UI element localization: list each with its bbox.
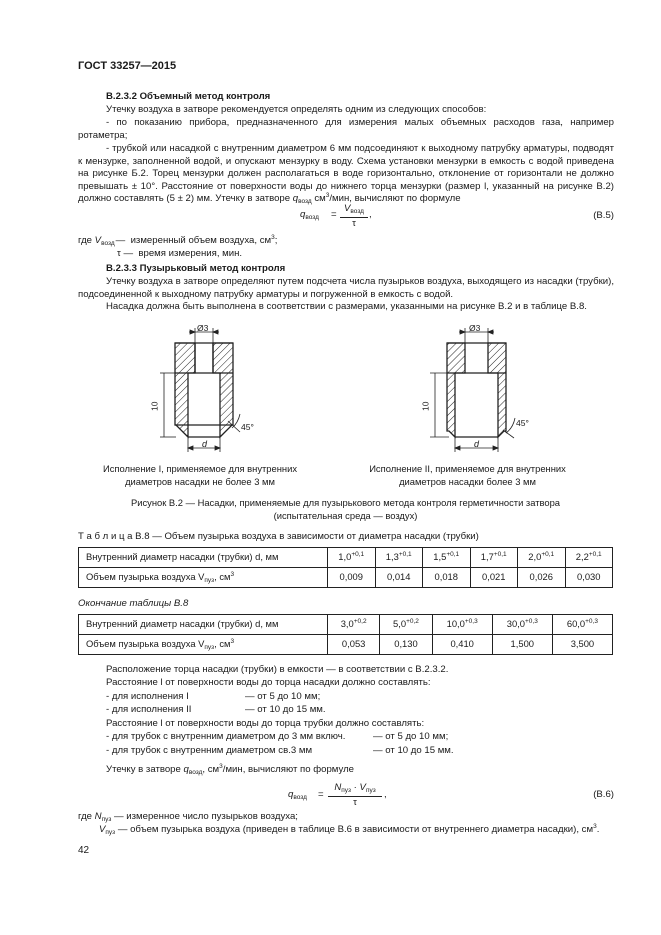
dimension-label-d: d (474, 439, 480, 449)
list-item: - для трубок с внутренним диаметром св.3 мм (106, 745, 313, 756)
table-row (79, 615, 613, 635)
table-cell: $10,0^{+0,3}$ (432, 615, 492, 635)
formula-equals: = (318, 789, 324, 800)
list-item-value: — от 10 до 15 мм. (245, 704, 326, 715)
document-header: ГОСТ 33257—2015 (78, 60, 177, 72)
dimension-label-d: d (202, 439, 208, 449)
formula-b6-numerator: $N_{пуз} \cdot V_{пуз}$ (334, 782, 376, 794)
section-heading-bubble: В.2.3.3 Пузырьковый метод контроля (106, 263, 286, 274)
dimension-label-height: 10 (149, 401, 160, 412)
formula-number: (B.6) (593, 789, 614, 800)
table-cell: $5,0^{+0,2}$ (380, 615, 432, 635)
table-cell: $2,2^{+0,1}$ (565, 548, 613, 568)
dimension-label-angle: 45° (516, 418, 529, 428)
list-item-value: — от 5 до 10 мм; (373, 731, 449, 742)
paragraph: Утечку воздуха в затворе определяют путем подсчета числа пузырьков воздуха, выходящего из насадки (трубки), подсоединенной к выходному патрубку арматуры и погруженной в емкость с водой. (78, 276, 614, 300)
paragraph: Утечку в затворе $q_{возд}$, $см^3$/мин, вычисляют по формуле (106, 763, 354, 776)
dimension-label-dia: Ø3 (197, 323, 209, 333)
figure-caption-execution-2: Исполнение II, применяемое для внутренних диаметров насадки более 3 мм (369, 463, 566, 487)
table-cell: 0,053 (328, 635, 380, 655)
table-cell: $60,0^{+0,3}$ (552, 615, 612, 635)
list-item: - для трубок с внутренним диаметром до 3 мм включ. (106, 731, 346, 742)
table-cell: 0,030 (565, 568, 613, 588)
where-clause-v: $V_{пуз}$ — объем пузырька воздуха (приведен в таблице В.6 в зависимости от внутреннего диаметра насадки), $см^3$. (99, 823, 600, 836)
table-cell: $30,0^{+0,3}$ (492, 615, 552, 635)
paragraph: Расстояние l от поверхности воды до торца насадки должно составлять: (106, 677, 431, 688)
table-cell: $1,5^{+0,1}$ (423, 548, 471, 568)
table-cell-label: Объем пузырька воздуха $V_{пуз}$, $см^3$ (79, 568, 328, 588)
table-row (79, 568, 613, 588)
formula-b6-lhs: $q_{возд}$ (288, 789, 307, 801)
formula-comma: , (384, 789, 387, 800)
formula-b5-denominator: τ (352, 218, 356, 229)
list-item: - для исполнения I (106, 691, 189, 702)
table-row (79, 635, 613, 655)
where-clause-v: где $V_{возд}—$ измеренный объем воздуха, $см^3$; (78, 234, 278, 247)
figure-caption-execution-1: Исполнение I, применяемое для внутренних диаметров насадки не более 3 мм (102, 463, 298, 487)
formula-b6-denominator: τ (353, 797, 357, 808)
dimension-label-angle: 45° (241, 422, 254, 432)
paragraph: Утечку воздуха в затворе рекомендуется определять одним из следующих способов: (106, 104, 487, 115)
table-cell: 0,026 (518, 568, 566, 588)
formula-b5-lhs: $q_{возд}$ (300, 209, 319, 221)
table-cell: 3,500 (552, 635, 612, 655)
paragraph: - по показанию прибора, предназначенного для измерения малых объемных расходов газа, например ротаметра; (78, 117, 614, 141)
figure-title: Рисунок В.2 — Насадки, применяемые для пузырькового метода контроля герметичности затвора (испытательная среда — воздух) (130, 497, 561, 521)
page-number: 42 (78, 845, 90, 856)
table-cell: $1,7^{+0,1}$ (470, 548, 518, 568)
table-cell: 0,410 (432, 635, 492, 655)
table-cell-label: Внутренний диаметр насадки (трубки) d, мм (79, 548, 328, 568)
formula-equals: = (331, 209, 337, 220)
where-clause-tau: τ — время измерения, мин. (117, 248, 243, 259)
table-cell-label: Внутренний диаметр насадки (трубки) d, мм (79, 615, 328, 635)
table-cell: 0,021 (470, 568, 518, 588)
table-row (79, 548, 613, 568)
formula-number: (B.5) (593, 210, 614, 221)
paragraph: - трубкой или насадкой с внутренним диаметром 6 мм подсоединяют к выходному патрубку арматуры, подводят к мензурке, заполненной водой, и опускают мензурку в воду. Схема установки мензурки в емкость с водой приведена на рисунке Б.2. Торец мензурки должен располагаться в воде горизонтально, отклонение от горизонтали не должно превышать ± 10°. Расстояние от поверхности воды до нижнего торца мензурки (размер l, указанный на рисунке В.2) должно составлять (5 ± 2) мм. Утечку в затворе $q_{возд}$ $см^3$/мин, вычисляют по формуле (78, 143, 614, 206)
where-clause-n: где $N_{пуз}$ — измеренное число пузырьков воздуха; (78, 811, 298, 823)
table-b8 (78, 547, 613, 588)
table-continuation-title: Окончание таблицы В.8 (78, 598, 189, 609)
list-item-value: — от 10 до 15 мм. (373, 745, 454, 756)
table-cell: 0,130 (380, 635, 432, 655)
table-cell: $3,0^{+0,2}$ (328, 615, 380, 635)
formula-b5-numerator: $V_{возд}$ (344, 203, 364, 215)
formula-comma: , (369, 209, 372, 220)
paragraph: Расположение торца насадки (трубки) в емкости — в соответствии с В.2.3.2. (106, 664, 449, 675)
table-title: Т а б л и ц а В.8 — Объем пузырька воздуха в зависимости от диаметра насадки (трубки) (78, 531, 479, 542)
table-cell: $2,0^{+0,1}$ (518, 548, 566, 568)
table-cell: $1,0^{+0,1}$ (328, 548, 376, 568)
table-cell: 1,500 (492, 635, 552, 655)
table-cell: $1,3^{+0,1}$ (375, 548, 423, 568)
dimension-label-height: 10 (420, 401, 431, 412)
list-item: - для исполнения II (106, 704, 192, 715)
table-cell: 0,014 (375, 568, 423, 588)
table-cell-label: Объем пузырька воздуха $V_{пуз}$, $см^3$ (79, 635, 328, 655)
table-b8-end (78, 614, 613, 655)
table-cell: 0,018 (423, 568, 471, 588)
dimension-label-dia: Ø3 (469, 323, 481, 333)
section-heading-volumetric: В.2.3.2 Объемный метод контроля (106, 91, 271, 102)
paragraph: Расстояние l от поверхности воды до торца трубки должно составлять: (106, 718, 425, 729)
list-item-value: — от 5 до 10 мм; (245, 691, 321, 702)
table-cell: 0,009 (328, 568, 376, 588)
paragraph: Насадка должна быть выполнена в соответствии с размерами, указанными на рисунке В.2 и в таблице В.8. (106, 301, 587, 312)
